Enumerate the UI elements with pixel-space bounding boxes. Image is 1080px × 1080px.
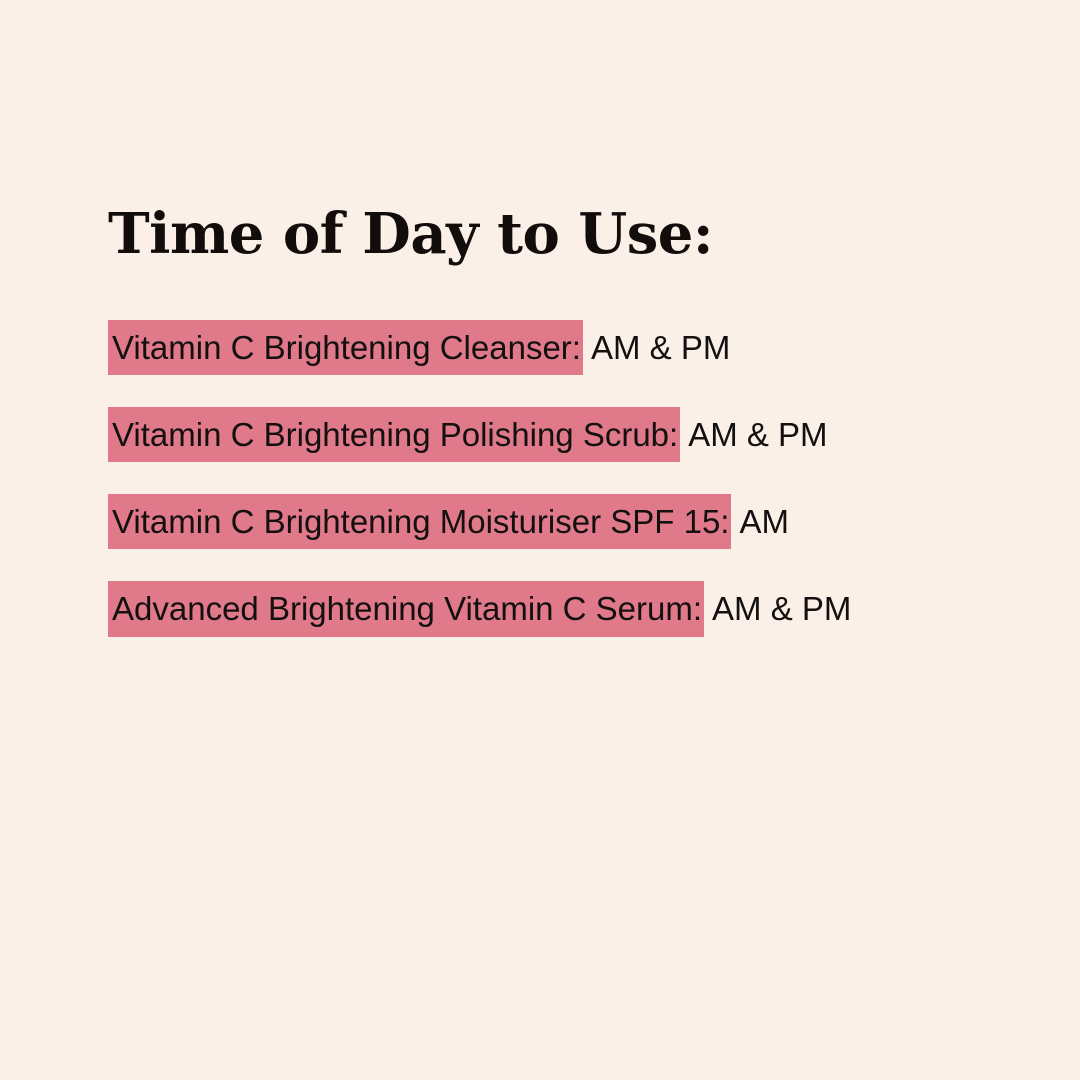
usage-time: AM & PM: [688, 416, 828, 454]
page-title: Time of Day to Use:: [108, 201, 714, 267]
product-name-highlight: Vitamin C Brightening Polishing Scrub:: [108, 407, 680, 462]
usage-time: AM: [739, 503, 789, 541]
routine-list: [108, 320, 1008, 637]
product-name-highlight: Advanced Brightening Vitamin C Serum:: [108, 581, 704, 636]
list-item: [108, 494, 1008, 549]
usage-time: AM & PM: [590, 329, 731, 366]
product-name-highlight: Vitamin C Brightening Cleanser:: [108, 320, 583, 375]
list-item: [108, 320, 1008, 375]
list-item: [108, 581, 1008, 636]
list-item: [108, 407, 1008, 462]
usage-time: AM & PM: [712, 590, 852, 628]
product-name-highlight: Vitamin C Brightening Moisturiser SPF 15:: [108, 494, 731, 549]
